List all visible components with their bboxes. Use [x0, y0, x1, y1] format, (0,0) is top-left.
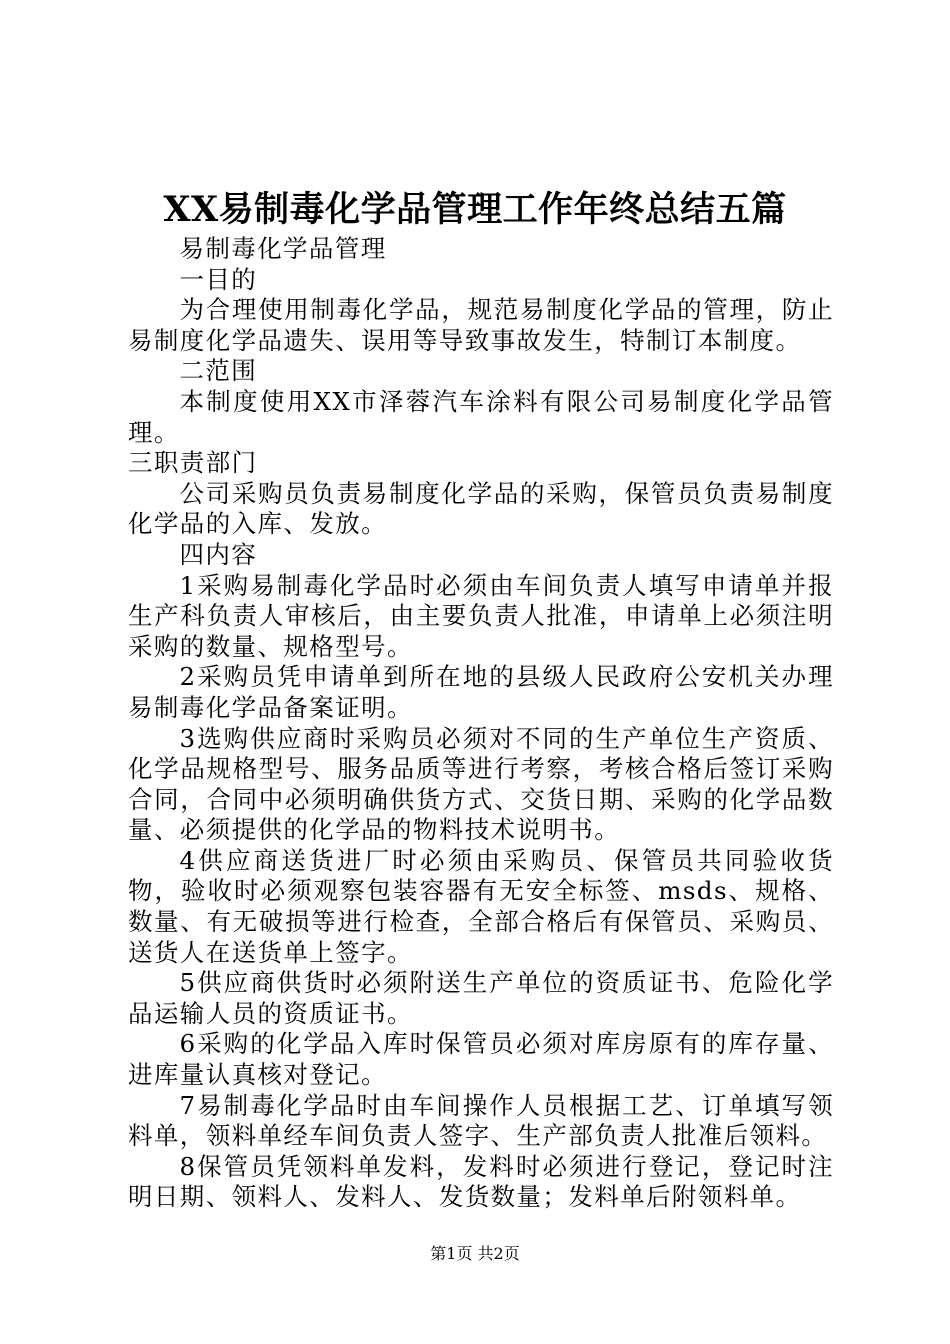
paragraph: 8保管员凭领料单发料，发料时必须进行登记，登记时注明日期、领料人、发料人、发货数量；发料单后附领料单。: [128, 1151, 834, 1212]
paragraph: 一目的: [179, 264, 258, 294]
paragraph: 4供应商送货进厂时必须由采购员、保管员共同验收货物，验收时必须观察包装容器有无安全标签、msds、规格、数量、有无破损等进行检查，全部合格后有保管员、采购员、送货人在送货单上签字。: [128, 845, 834, 967]
page-number-footer: 第1页 共2页: [430, 1244, 520, 1263]
paragraph: 二范围: [179, 356, 258, 386]
paragraph: 7易制毒化学品时由车间操作人员根据工艺、订单填写领料单，领料单经车间负责人签字、生产部负责人批准后领料。: [128, 1090, 834, 1151]
paragraph: 三职责部门: [128, 448, 258, 478]
paragraph: 易制毒化学品管理: [179, 234, 387, 263]
paragraph: 2采购员凭申请单到所在地的县级人民政府公安机关办理易制毒化学品备案证明。: [128, 662, 834, 722]
paragraph: 公司采购员负责易制度化学品的采购，保管员负责易制度化学品的入库、发放。: [128, 478, 834, 539]
paragraph: 5供应商供货时必须附送生产单位的资质证书、危险化学品运输人员的资质证书。: [128, 968, 834, 1028]
paragraph: 6采购的化学品入库时保管员必须对库房原有的库存量、进库量认真核对登记。: [128, 1029, 834, 1090]
paragraph: 四内容: [179, 539, 258, 569]
paragraph: 3选购供应商时采购员必须对不同的生产单位生产资质、化学品规格型号、服务品质等进行考察，考核合格后签订采购合同，合同中必须明确供货方式、交货日期、采购的化学品数量、必须提供的化学品的物料技术说明书。: [128, 723, 834, 845]
paragraph: 本制度使用XX市泽蓉汽车涂料有限公司易制度化学品管理。: [128, 386, 834, 447]
paragraph: 为合理使用制毒化学品，规范易制度化学品的管理，防止易制度化学品遗失、误用等导致事故发生，特制订本制度。: [128, 295, 834, 355]
paragraph: 1采购易制毒化学品时必须由车间负责人填写申请单并报生产科负责人审核后，由主要负责人批准，申请单上必须注明采购的数量、规格型号。: [128, 570, 834, 661]
document-title: XX易制毒化学品管理工作年终总结五篇: [163, 189, 787, 230]
document-body: [128, 234, 834, 1213]
